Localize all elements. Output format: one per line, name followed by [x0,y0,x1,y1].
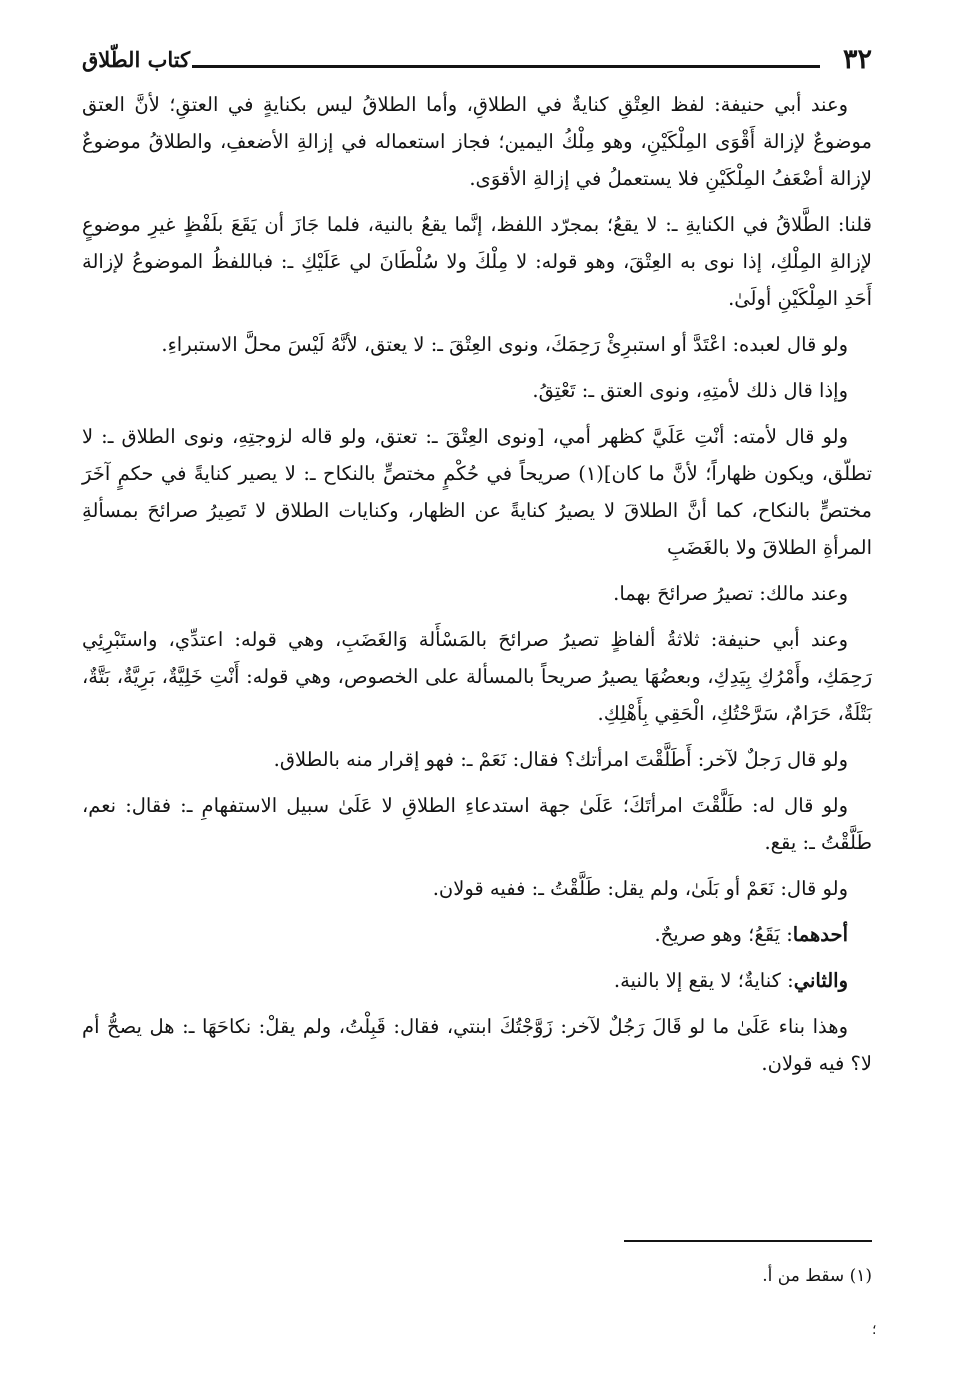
paragraph-text: وإذا قال ذلك لأمتِهِ، ونوى العتق ـ: تَعْتِقُ. [532,379,848,402]
paragraph-text: وعند مالك: تصيرُ صرائحَ بهما. [613,582,848,605]
paragraph-text: قلنا: الطَّلاقُ في الكنايةِ ـ: لا يقعُ؛ بمجرّد اللفظ، إنَّما يقعُ بالنية، فلما جَازَ أن يَقَعَ بلَفْظٍ غيرِ موضوعٍ لإزالةِ المِلْكِ، إذا نوى به العِتْقَ، وهو قوله: لا مِلْكَ ولا سُلْطَانَ لي عَلَيْكِ ـ: فباللفظُ الموضوعُ لإزالة أَحَدِ المِلْكَيْنِ أولَىٰ. [82,213,872,310]
footnote: (١) سقط من أ. [762,1266,872,1286]
page-number: ٣٢ [842,44,872,75]
paragraph [82,787,872,861]
paragraph-text: ولو قال: نَعَمْ أو بَلَىٰ، ولم يقل: طَلَّقْتُ ـ: ففيه قولان. [432,877,848,900]
corner-mark: ؛ [872,1322,877,1338]
paragraph [82,326,872,363]
book-title: كتاب الطّلاق [82,47,191,72]
paragraph-text: ولو قال له: طَلَّقْتَ امرأتَكَ؛ عَلَىٰ جهة استدعاءِ الطلاقِ لا عَلَىٰ سبيل الاستفهامِ ـ: فقال: نعم، طَلَّقْتُ ـ: يقع. [82,794,872,854]
paragraph-lead: والثاني [793,969,848,992]
paragraph [82,962,872,999]
paragraph-text: ولو قال لأمته: أنْتِ عَلَيَّ كظهر أمي، [ونوى العِتْقَ ـ: تعتق، ولو قاله لزوجتِهِ، ونوى الطلاق ـ: لا تطلّق، ويكون ظهاراً؛ لأنَّ ما كان](١) صريحاً في حُكْمٍ مختصٍّ بالنكاح ـ: لا يصير كنايةً في حكمٍ آخَرَ مختصٍّ بالنكاح، كما أنَّ الطلاقَ لا يصيرُ كنايةً عن الظهار، وكنايات الطلاق لا تَصِيرُ صرائحَ بمسألةِ المرأةِ الطلاقَ ولا بالغَضَبِ [82,425,873,559]
paragraph [82,86,872,197]
paragraph-text: : يَقَعُ؛ وهو صريحٌ. [654,923,793,946]
page-header [82,42,872,82]
paragraph [82,575,872,612]
paragraph [82,372,872,409]
paragraph-text: وعند أبي حنيفة: لفظ العِتْقِ كنايةٌ في الطلاقِ، وأما الطلاقُ ليس بكنايةٍ في العتقِ؛ لأنَّ العتق موضوعٌ لإزالة أَقْوَى المِلْكَيْنِ، وهو مِلْكُ اليمين؛ فجاز استعماله في إزالةِ الأضعفِ، والطلاقُ موضوعٌ لإزالة أضْعَفُ المِلْكَيْنِ فلا يستعملُ في إزالةِ الأقوَى. [82,93,872,190]
paragraph [82,621,872,732]
paragraph [82,916,872,953]
paragraph-text: وهذا بناء عَلَىٰ ما لو قَالَ رَجُلٌ لآخر: زَوَّجْتُكَ ابنتي، فقال: قَبِلْتُ، ولم يقلْ: نكاحَهَا ـ: هل يصحُّ أم لا؟ فيه قولان. [82,1015,872,1075]
paragraph-lead: أحدهما [792,923,848,946]
paragraph [82,206,872,317]
paragraph [82,418,872,566]
header-rule [192,65,820,68]
paragraph-text: وعند أبي حنيفة: ثلاثةُ ألفاظٍ تصيرُ صرائحَ بالمَسْأَلة وَالغَضَبِ، وهي قوله: اعتدِّي، واستَبْرِئِي رَحِمَكِ، وأَمْرُكِ بِيَدِكِ، وبعضُهَا يصيرُ صريحاً بالمسألة على الخصوص، وهي قوله: أَنْتِ خَلِيَّةٌ، بَرِيَّةٌ، بَتَّةٌ، بَتْلَةٌ، حَرَامٌ، سَرَّحْتُكِ، الْحَقِي بِأَهْلِكِ. [82,628,872,725]
footnote-rule [624,1240,872,1242]
paragraph [82,870,872,907]
body-text [82,86,872,1091]
paragraph [82,1008,872,1082]
paragraph-text: ولو قال رَجلٌ لآخر: أَطَلَّقْتَ امرأتك؟ فقال: نَعَمْ ـ: فهو إقرار منه بالطلاق. [273,748,848,771]
paragraph [82,741,872,778]
paragraph-text: : كنايةٌ؛ لا يقع إلا بالنية. [613,969,794,992]
paragraph-text: ولو قال لعبده: اعْتَدَّ أو استبرِئْ رَحِمَكَ، ونوى العِتْقَ ـ: لا يعتق، لأنَّهُ لَيْسَ محلَّ الاستبراءِ. [161,333,848,356]
